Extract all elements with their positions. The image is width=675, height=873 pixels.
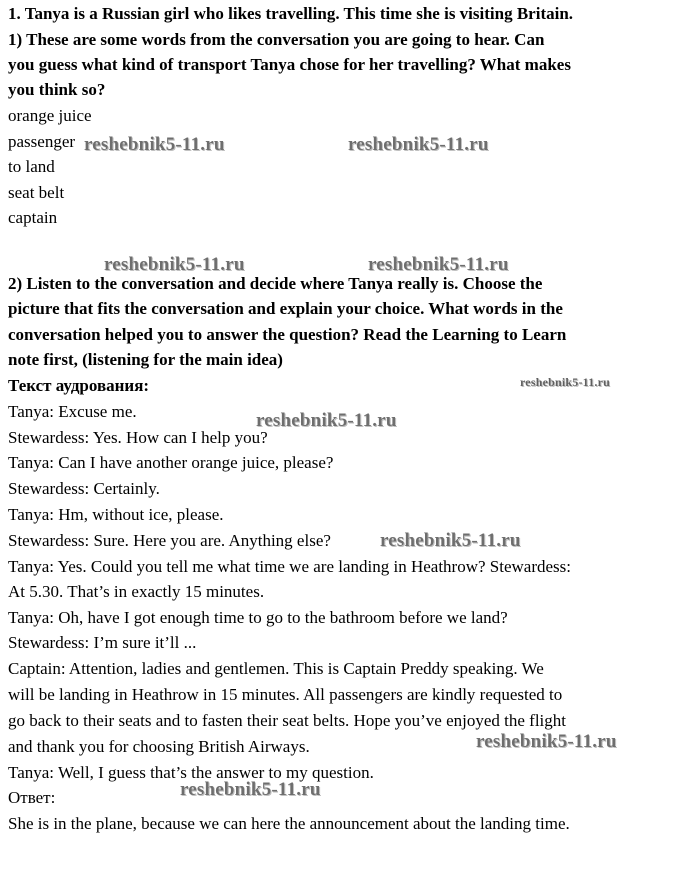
transcript-line: will be landing in Heathrow in 15 minutes. All passengers are kindly requested to bbox=[8, 685, 563, 704]
transcript-line: Tanya: Excuse me. bbox=[8, 402, 137, 421]
transcript-line: Tanya: Yes. Could you tell me what time we are landing in Heathrow? Stewardess: bbox=[8, 557, 571, 576]
watermark-text: reshebnik5-11.ru bbox=[256, 410, 397, 431]
task2-question-line: picture that fits the conversation and explain your choice. What words in the bbox=[8, 299, 563, 318]
task2-question-line: 2) Listen to the conversation and decide where Tanya really is. Choose the bbox=[8, 274, 543, 293]
transcript-line: Stewardess: I’m sure it’ll ... bbox=[8, 633, 197, 652]
transcript-line: and thank you for choosing British Airways. bbox=[8, 737, 310, 756]
transcript-line: Tanya: Oh, have I got enough time to go to the bathroom before we land? bbox=[8, 608, 508, 627]
transcript-line: Stewardess: Yes. How can I help you? bbox=[8, 428, 268, 447]
transcript-line: Tanya: Can I have another orange juice, please? bbox=[8, 453, 334, 472]
transcript-line: Tanya: Well, I guess that’s the answer to my question. bbox=[8, 763, 374, 782]
transcript-heading: Текст аудрования: bbox=[8, 376, 150, 395]
task1-question-line: you think so? bbox=[8, 80, 106, 99]
watermark-text: reshebnik5-11.ru bbox=[368, 254, 509, 275]
word-list-item: seat belt bbox=[8, 183, 65, 202]
transcript-line: Captain: Attention, ladies and gentlemen. This is Captain Preddy speaking. We bbox=[8, 659, 544, 678]
task2-question-line: conversation helped you to answer the question? Read the Learning to Learn bbox=[8, 325, 567, 344]
word-list-item: orange juice bbox=[8, 106, 92, 125]
transcript-line: Stewardess: Sure. Here you are. Anything else? bbox=[8, 531, 331, 550]
word-list-item: to land bbox=[8, 157, 55, 176]
watermark-text: reshebnik5-11.ru bbox=[84, 134, 225, 155]
task2-question-line: note first, (listening for the main idea) bbox=[8, 350, 283, 369]
answer-text: She is in the plane, because we can here the announcement about the landing time. bbox=[8, 814, 570, 833]
watermark-text: reshebnik5-11.ru bbox=[180, 779, 321, 800]
task1-intro: 1. Tanya is a Russian girl who likes travelling. This time she is visiting Britain. bbox=[8, 4, 574, 23]
watermark-text: reshebnik5-11.ru bbox=[380, 530, 521, 551]
watermark-text: reshebnik5-11.ru bbox=[520, 375, 610, 389]
watermark-text: reshebnik5-11.ru bbox=[348, 134, 489, 155]
transcript-line: At 5.30. That’s in exactly 15 minutes. bbox=[8, 582, 265, 601]
task1-question-line: you guess what kind of transport Tanya chose for her travelling? What makes bbox=[8, 55, 571, 74]
word-list-item: captain bbox=[8, 208, 58, 227]
task1-question-line: 1) These are some words from the conversation you are going to hear. Can bbox=[8, 30, 545, 49]
watermark-text: reshebnik5-11.ru bbox=[104, 254, 245, 275]
transcript-line: Stewardess: Certainly. bbox=[8, 479, 160, 498]
transcript-line: Tanya: Hm, without ice, please. bbox=[8, 505, 224, 524]
watermark-text: reshebnik5-11.ru bbox=[476, 731, 617, 752]
word-list-item: passenger bbox=[8, 132, 76, 151]
answer-label: Ответ: bbox=[8, 788, 56, 807]
transcript-line: go back to their seats and to fasten their seat belts. Hope you’ve enjoyed the flight bbox=[8, 711, 567, 730]
